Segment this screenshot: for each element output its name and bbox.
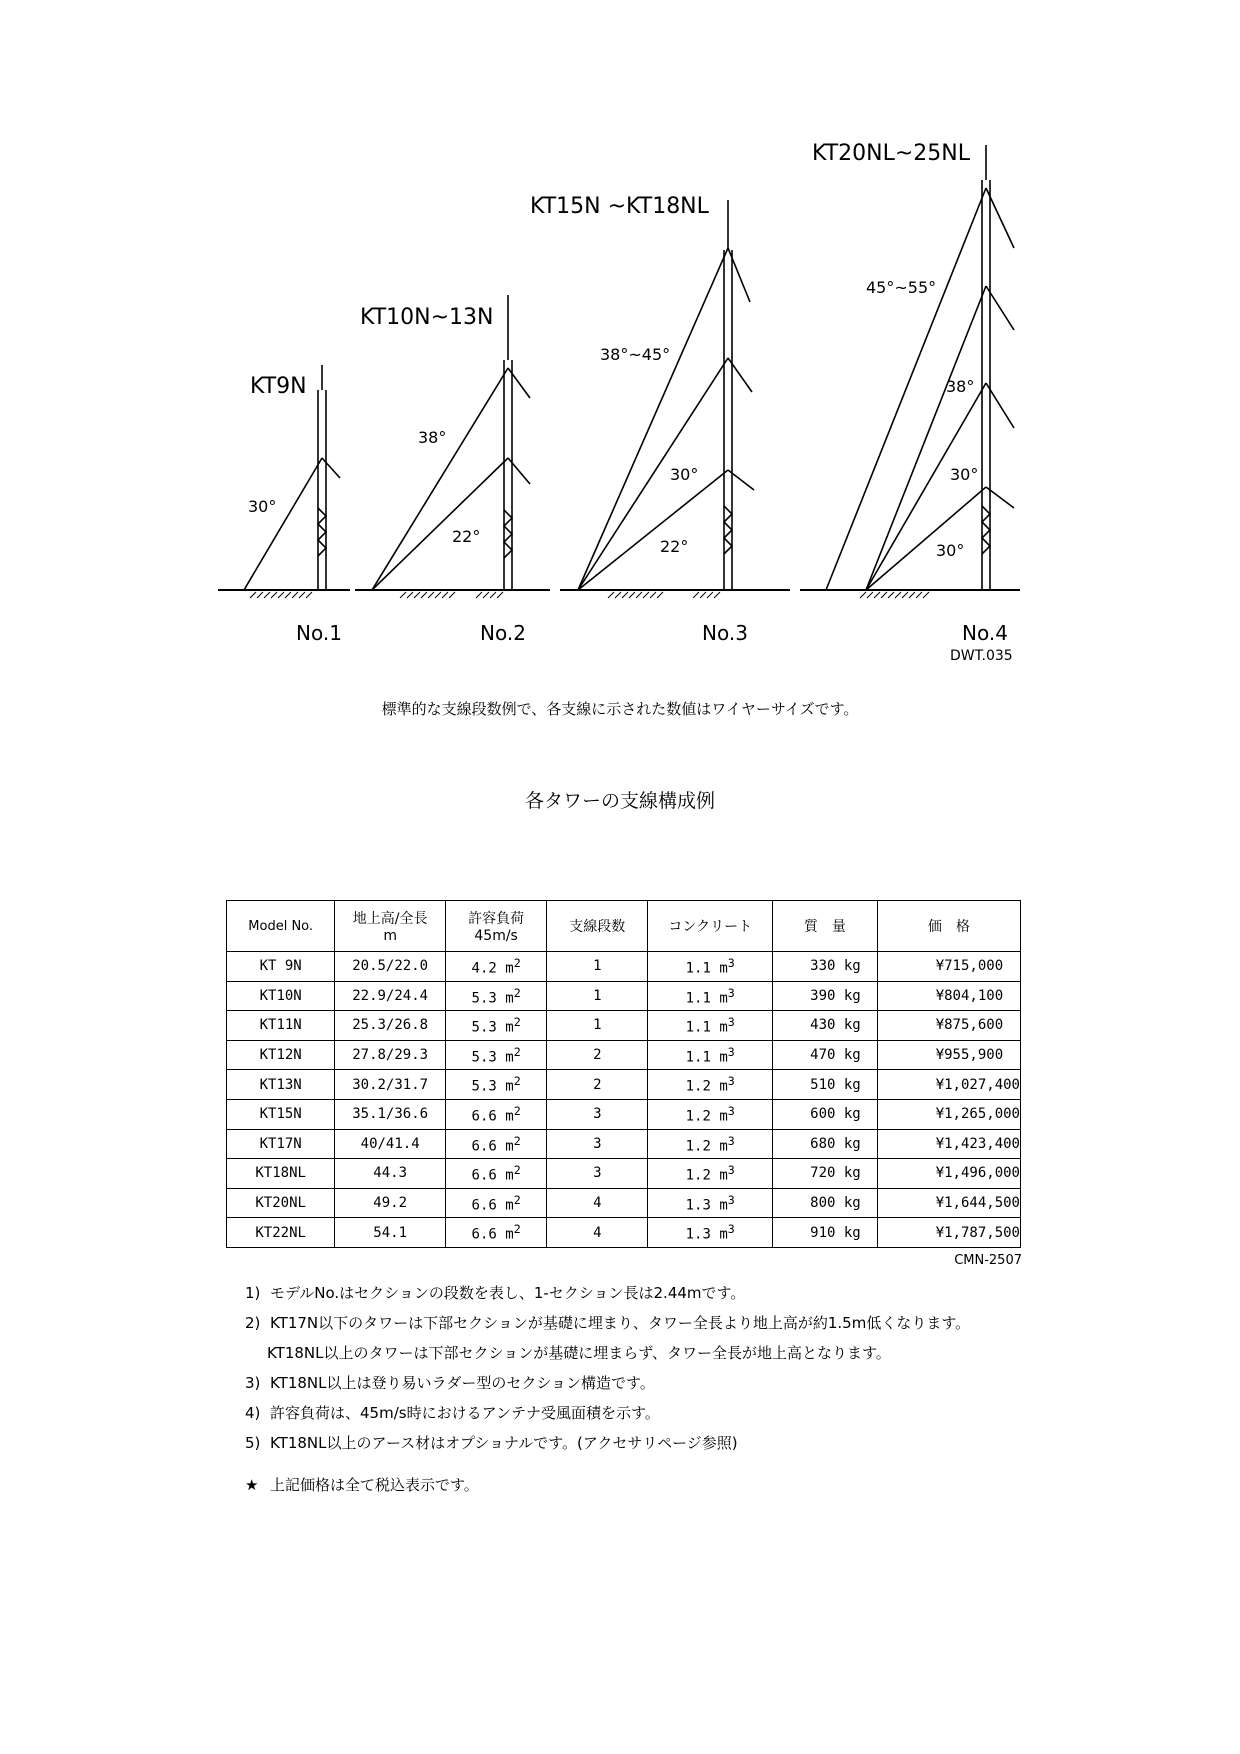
cell-height-value: 49.2 [373, 1195, 407, 1212]
tower-no2 [355, 295, 550, 645]
cell-load-value: 4.2 m [471, 960, 514, 977]
cell-price-value: ¥1,496,000 [935, 1165, 1020, 1182]
note-number: 2) [245, 1314, 261, 1332]
cell-height-value: 22.9/24.4 [352, 987, 429, 1004]
note-number: 3) [245, 1374, 261, 1392]
cell-concrete-exponent: 3 [727, 1044, 735, 1059]
cell-model-value: KT22NL [255, 1224, 306, 1241]
cell-mass [773, 1188, 878, 1218]
cell-height-value: 40/41.4 [360, 1135, 420, 1152]
cell-stages-value: 3 [593, 1106, 602, 1123]
cell-price [877, 1040, 1020, 1070]
cell-stages [547, 1218, 648, 1248]
cell-load-exponent: 2 [513, 955, 521, 970]
cell-model-value: KT 9N [259, 958, 302, 975]
table-row [227, 981, 1021, 1011]
tax-note [245, 1470, 1045, 1500]
note-text: KT18NL以上のアース材はオプショナルです。(アクセサリページ参照) [270, 1434, 738, 1452]
header-price: 価 格 [877, 901, 1020, 952]
cell-price-value: ¥875,600 [935, 1017, 1004, 1034]
cell-height [335, 1188, 446, 1218]
cell-mass [773, 1011, 878, 1041]
cell-price-value: ¥1,027,400 [935, 1076, 1020, 1093]
cell-price [877, 1218, 1020, 1248]
cell-height [335, 1070, 446, 1100]
cell-load [445, 952, 546, 982]
tower-no4-angle-1: 45°~55° [866, 278, 937, 297]
tower-no4 [800, 141, 1020, 645]
cell-concrete [648, 1129, 773, 1159]
header-load-line2: 45m/s [474, 928, 518, 944]
cell-height [335, 1159, 446, 1189]
table-title: 各タワーの支線構成例 [524, 790, 715, 812]
note-item [245, 1368, 1045, 1398]
cell-model [227, 1188, 335, 1218]
tower-no3-number: No.3 [702, 621, 748, 645]
tower-no2-number: No.2 [480, 621, 526, 645]
cell-load-value: 6.6 m [471, 1226, 514, 1243]
header-model: Model No. [227, 901, 335, 952]
cell-concrete [648, 1011, 773, 1041]
table-row [227, 952, 1021, 982]
cell-concrete [648, 1218, 773, 1248]
cell-model [227, 1070, 335, 1100]
note-item [245, 1278, 1045, 1308]
cell-model [227, 981, 335, 1011]
cell-model-value: KT12N [259, 1047, 302, 1064]
cell-mass [773, 1218, 878, 1248]
cell-concrete [648, 1070, 773, 1100]
cell-stages-value: 4 [593, 1195, 602, 1212]
cell-height-value: 25.3/26.8 [352, 1017, 429, 1034]
cell-price [877, 1159, 1020, 1189]
cell-model-value: KT20NL [255, 1195, 306, 1212]
note-text: KT17N以下のタワーは下部セクションが基礎に埋まり、タワー全長より地上高が約1.5m低くなります。 [270, 1314, 971, 1332]
cell-concrete-exponent: 3 [727, 1103, 735, 1118]
cell-concrete-value: 1.1 m [685, 1049, 728, 1066]
cell-height [335, 952, 446, 982]
table-row [227, 1159, 1021, 1189]
cell-model [227, 1099, 335, 1129]
cell-mass-value: 390 kg [810, 987, 861, 1004]
cell-concrete-value: 1.3 m [685, 1197, 728, 1214]
cell-concrete-value: 1.3 m [685, 1226, 728, 1243]
note-number: 1) [245, 1284, 261, 1302]
cell-price-value: ¥715,000 [935, 958, 1004, 975]
tower-no4-angle-3: 30° [950, 465, 979, 484]
cell-load-value: 5.3 m [471, 1019, 514, 1036]
cell-load-exponent: 2 [513, 1015, 521, 1030]
cell-model [227, 1159, 335, 1189]
cell-load-exponent: 2 [513, 1222, 521, 1237]
cell-load-exponent: 2 [513, 985, 521, 1000]
cell-stages [547, 1188, 648, 1218]
cell-concrete-exponent: 3 [727, 1133, 735, 1148]
cell-concrete-exponent: 3 [727, 1074, 735, 1089]
cell-concrete-value: 1.2 m [685, 1167, 728, 1184]
cell-concrete [648, 1040, 773, 1070]
cell-stages [547, 1129, 648, 1159]
cell-mass-value: 600 kg [810, 1106, 861, 1123]
cell-load [445, 981, 546, 1011]
cell-stages-value: 2 [593, 1047, 602, 1064]
cell-price [877, 1099, 1020, 1129]
table-row [227, 1040, 1021, 1070]
tower-no4-model-label: KT20NL~25NL [812, 141, 971, 166]
note-text: 許容負荷は、45m/s時におけるアンテナ受風面積を示す。 [270, 1404, 660, 1422]
cell-stages [547, 1070, 648, 1100]
cell-concrete [648, 1159, 773, 1189]
note-item [245, 1428, 1045, 1458]
cell-load-value: 5.3 m [471, 990, 514, 1007]
tower-no1 [218, 365, 350, 645]
tower-no3-angle-1: 38°~45° [600, 345, 671, 364]
cell-stages-value: 2 [593, 1076, 602, 1093]
cell-concrete [648, 952, 773, 982]
cell-stages-value: 3 [593, 1135, 602, 1152]
cell-concrete-value: 1.2 m [685, 1108, 728, 1125]
cell-stages [547, 952, 648, 982]
cell-mass-value: 680 kg [810, 1135, 861, 1152]
tower-no1-number: No.1 [296, 621, 342, 645]
cell-mass-value: 510 kg [810, 1076, 861, 1093]
cell-concrete-exponent: 3 [727, 955, 735, 970]
note-item [245, 1398, 1045, 1428]
cell-height [335, 1011, 446, 1041]
cell-mass [773, 1159, 878, 1189]
cell-load-value: 6.6 m [471, 1197, 514, 1214]
cell-concrete [648, 1099, 773, 1129]
cell-height-value: 44.3 [373, 1165, 407, 1182]
cell-price [877, 981, 1020, 1011]
cell-price [877, 1129, 1020, 1159]
cell-mass [773, 981, 878, 1011]
note-number: 4) [245, 1404, 261, 1422]
cell-mass [773, 1099, 878, 1129]
cell-load [445, 1040, 546, 1070]
tax-note-text: 上記価格は全て税込表示です。 [270, 1476, 479, 1494]
tower-no4-angle-2: 38° [946, 377, 975, 396]
cell-mass [773, 952, 878, 982]
header-height [335, 901, 446, 952]
star-icon: ★ [245, 1476, 259, 1494]
cell-height-value: 20.5/22.0 [352, 958, 429, 975]
cell-stages-value: 1 [593, 1017, 602, 1034]
cell-height [335, 981, 446, 1011]
cell-load [445, 1218, 546, 1248]
note-text: モデルNo.はセクションの段数を表し、1-セクション長は2.44mです。 [270, 1284, 746, 1302]
cell-load [445, 1099, 546, 1129]
tower-no3 [530, 194, 790, 645]
cell-load-value: 6.6 m [471, 1138, 514, 1155]
drawing-code: DWT.035 [950, 648, 1013, 664]
cell-concrete-exponent: 3 [727, 1222, 735, 1237]
cell-load [445, 1070, 546, 1100]
cell-price-value: ¥1,423,400 [935, 1135, 1020, 1152]
tower-no3-angle-3: 22° [660, 537, 689, 556]
cell-load-value: 5.3 m [471, 1079, 514, 1095]
cell-model-value: KT18NL [255, 1165, 306, 1182]
tower-no2-angle-1: 38° [418, 428, 447, 447]
cell-load-exponent: 2 [513, 1163, 521, 1178]
cell-concrete-exponent: 3 [727, 1163, 735, 1178]
cell-model [227, 1011, 335, 1041]
table-header-row [227, 901, 1021, 952]
cell-load-exponent: 2 [513, 1192, 521, 1207]
cell-model [227, 952, 335, 982]
cell-height [335, 1040, 446, 1070]
cell-load [445, 1159, 546, 1189]
cell-price-value: ¥804,100 [935, 987, 1004, 1004]
header-concrete: コンクリート [648, 901, 773, 952]
cell-price-value: ¥1,644,500 [935, 1195, 1020, 1212]
cell-height-value: 35.1/36.6 [352, 1106, 429, 1123]
cell-height [335, 1129, 446, 1159]
tower-no2-model-label: KT10N~13N [360, 305, 494, 330]
cell-load-exponent: 2 [513, 1133, 521, 1148]
note-text: KT18NL以上は登り易いラダー型のセクション構造です。 [270, 1374, 655, 1392]
cell-mass-value: 470 kg [810, 1047, 861, 1064]
cell-concrete-exponent: 3 [727, 1192, 735, 1207]
cell-height [335, 1099, 446, 1129]
cell-height-value: 54.1 [373, 1224, 407, 1241]
header-load-line1: 許容負荷 [468, 911, 525, 927]
cell-model-value: KT13N [259, 1076, 302, 1093]
cell-model [227, 1218, 335, 1248]
table-code: CMN-2507 [954, 1253, 1022, 1268]
cell-load [445, 1188, 546, 1218]
tower-no1-angle-1: 30° [248, 497, 277, 516]
cell-concrete-value: 1.1 m [685, 960, 728, 977]
table-row [227, 1188, 1021, 1218]
cell-stages [547, 1011, 648, 1041]
cell-load-value: 6.6 m [471, 1167, 514, 1184]
cell-model-value: KT17N [259, 1135, 302, 1152]
header-mass: 質 量 [773, 901, 878, 952]
table-row [227, 1070, 1021, 1100]
header-stages: 支線段数 [547, 901, 648, 952]
cell-mass-value: 720 kg [810, 1165, 861, 1182]
cell-model [227, 1129, 335, 1159]
header-load [445, 901, 546, 952]
cell-concrete [648, 981, 773, 1011]
table-row [227, 1129, 1021, 1159]
cell-height [335, 1218, 446, 1248]
cell-concrete-exponent: 3 [727, 985, 735, 1000]
cell-mass-value: 330 kg [810, 958, 861, 975]
cell-height-value: 27.8/29.3 [352, 1047, 429, 1064]
cell-stages [547, 1040, 648, 1070]
note-item [245, 1308, 1045, 1338]
cell-stages [547, 1099, 648, 1129]
cell-load-value: 6.6 m [471, 1108, 514, 1125]
cell-concrete-value: 1.2 m [685, 1079, 728, 1095]
tower-no3-model-label: KT15N ~KT18NL [530, 194, 709, 219]
cell-stages-value: 1 [593, 987, 602, 1004]
tower-no4-angle-4: 30° [936, 541, 965, 560]
cell-load-exponent: 2 [513, 1044, 521, 1059]
cell-height-value: 30.2/31.7 [352, 1076, 429, 1093]
diagram-caption: 標準的な支線段数例で、各支線に示された数値はワイヤーサイズです。 [381, 700, 859, 718]
header-height-line1: 地上高/全長 [352, 911, 428, 927]
cell-concrete-value: 1.1 m [685, 1019, 728, 1036]
cell-mass-value: 910 kg [810, 1224, 861, 1241]
cell-load [445, 1129, 546, 1159]
cell-price [877, 1188, 1020, 1218]
tower-guy-wire-diagram [0, 0, 1240, 680]
table-row [227, 1099, 1021, 1129]
cell-concrete [648, 1188, 773, 1218]
cell-stages-value: 4 [593, 1224, 602, 1241]
cell-model-value: KT11N [259, 1017, 302, 1034]
cell-concrete-value: 1.1 m [685, 990, 728, 1007]
cell-load-exponent: 2 [513, 1103, 521, 1118]
note-item [245, 1338, 1045, 1368]
cell-stages-value: 3 [593, 1165, 602, 1182]
cell-concrete-exponent: 3 [727, 1015, 735, 1030]
tower-no3-angle-2: 30° [670, 465, 699, 484]
tower-spec-table [226, 900, 1021, 1248]
cell-load-exponent: 2 [513, 1074, 521, 1089]
cell-price-value: ¥955,900 [935, 1047, 1004, 1064]
cell-price [877, 1070, 1020, 1100]
table-row [227, 1011, 1021, 1041]
notes-list [245, 1278, 1045, 1500]
cell-stages [547, 981, 648, 1011]
cell-mass-value: 800 kg [810, 1195, 861, 1212]
tower-no4-number: No.4 [962, 621, 1008, 645]
cell-price [877, 952, 1020, 982]
cell-concrete-value: 1.2 m [685, 1138, 728, 1155]
cell-price-value: ¥1,265,000 [935, 1106, 1020, 1123]
note-text: KT18NL以上のタワーは下部セクションが基礎に埋まらず、タワー全長が地上高となります。 [267, 1344, 891, 1362]
cell-load-value: 5.3 m [471, 1049, 514, 1066]
cell-mass-value: 430 kg [810, 1017, 861, 1034]
table-row [227, 1218, 1021, 1248]
cell-mass [773, 1040, 878, 1070]
cell-model [227, 1040, 335, 1070]
header-height-line2: m [383, 928, 397, 944]
cell-price [877, 1011, 1020, 1041]
cell-stages-value: 1 [593, 958, 602, 975]
tower-no1-model-label: KT9N [250, 374, 307, 399]
cell-model-value: KT10N [259, 987, 302, 1004]
cell-model-value: KT15N [259, 1106, 302, 1123]
cell-mass [773, 1070, 878, 1100]
cell-stages [547, 1159, 648, 1189]
cell-mass [773, 1129, 878, 1159]
note-number: 5) [245, 1434, 261, 1452]
cell-price-value: ¥1,787,500 [935, 1224, 1020, 1241]
tower-no2-angle-2: 22° [452, 527, 481, 546]
cell-load [445, 1011, 546, 1041]
